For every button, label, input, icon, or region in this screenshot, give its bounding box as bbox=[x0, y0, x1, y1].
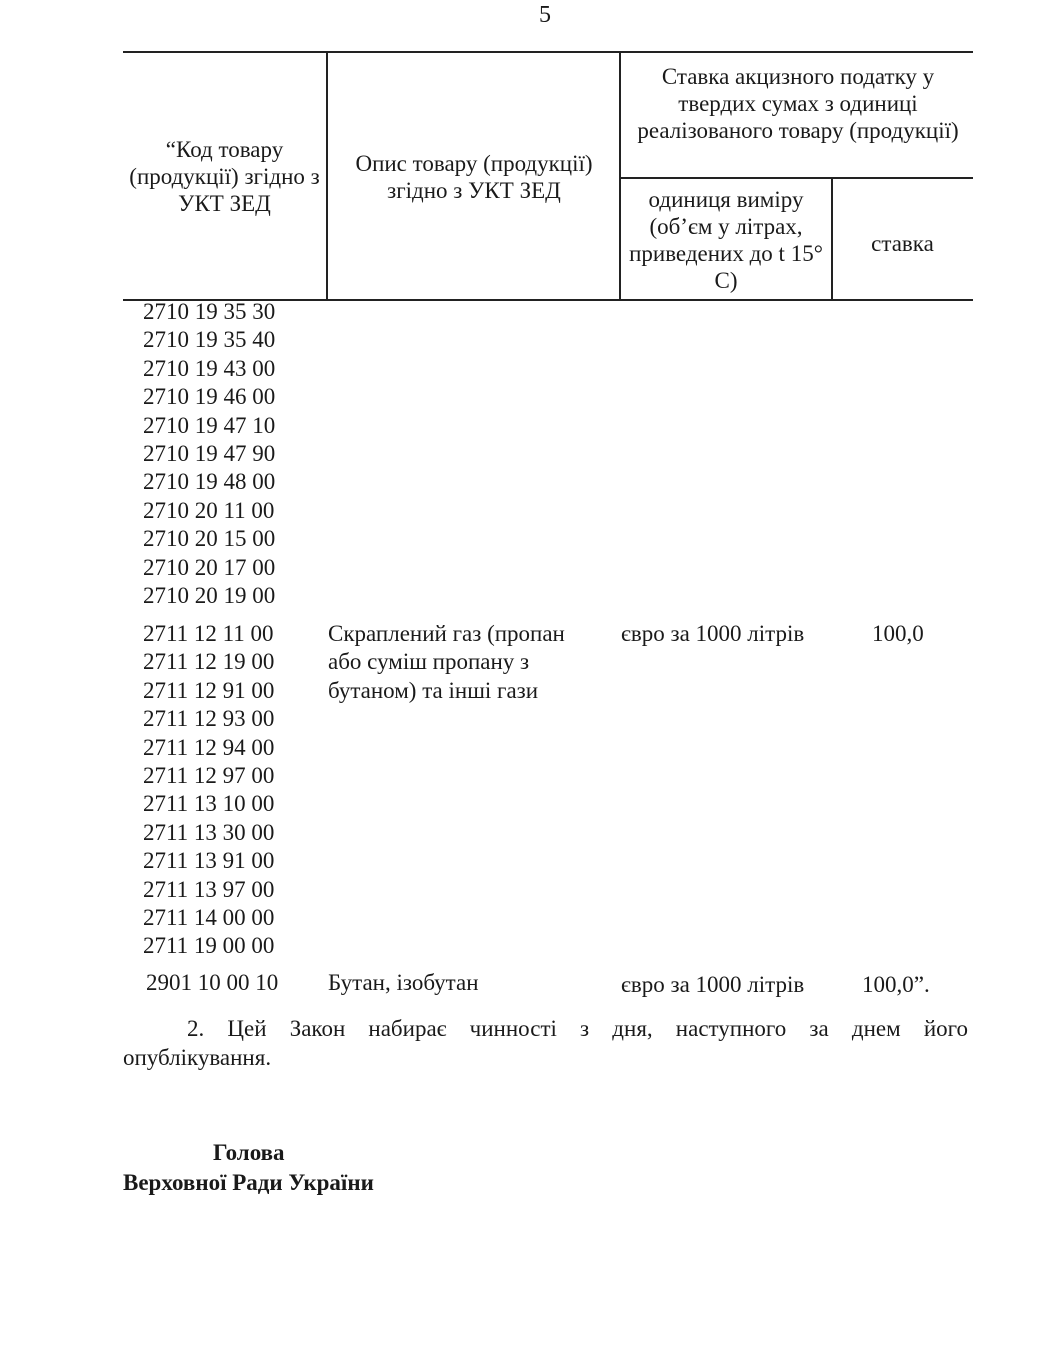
header-code: “Код товару (продукції) згідно з УКТ ЗЕД bbox=[129, 137, 320, 216]
code-cell: 2710 19 46 00 bbox=[143, 384, 276, 410]
row-codes bbox=[143, 969, 278, 997]
column-divider-unit bbox=[831, 178, 833, 301]
code-cell: 2710 19 48 00 bbox=[143, 469, 276, 495]
code-cell: 2711 12 93 00 bbox=[143, 706, 275, 732]
page-number: 5 bbox=[539, 2, 551, 28]
code-cell: 2710 20 11 00 bbox=[143, 497, 275, 523]
code-cell: 2711 13 97 00 bbox=[143, 876, 275, 902]
row-codes bbox=[143, 298, 275, 610]
column-divider-description bbox=[619, 51, 621, 301]
code-cell: 2710 20 15 00 bbox=[143, 526, 276, 552]
code-cell: 2710 19 35 30 bbox=[143, 299, 276, 324]
code-cell: 2711 13 30 00 bbox=[143, 819, 275, 845]
table-top-border bbox=[123, 51, 973, 53]
description-cell: Бутан, ізобутан bbox=[328, 970, 479, 995]
rate-cell: 100,0 bbox=[872, 621, 924, 646]
code-cell: 2711 14 00 00 bbox=[143, 905, 275, 931]
code-cell: 2710 19 47 10 bbox=[143, 412, 276, 438]
code-cell: 2711 12 91 00 bbox=[143, 677, 275, 703]
header-description: Опис товару (продукції) згідно з УКТ ЗЕД bbox=[355, 151, 593, 203]
code-cell: 2710 19 47 90 bbox=[143, 441, 276, 467]
unit-cell: євро за 1000 літрів bbox=[621, 621, 805, 646]
code-cell: 2711 12 97 00 bbox=[143, 763, 275, 789]
description-line: Скраплений газ (пропан bbox=[328, 621, 565, 646]
description-line: або суміш пропану з bbox=[328, 649, 530, 675]
code-cell: 2711 13 91 00 bbox=[143, 848, 275, 874]
code-cell: 2711 12 11 00 bbox=[143, 621, 274, 646]
description-line: бутаном) та інші гази bbox=[328, 677, 539, 703]
signature-title: Голова bbox=[213, 1140, 285, 1165]
code-cell: 2711 19 00 00 bbox=[143, 933, 275, 959]
header-rate: ставка bbox=[871, 231, 934, 256]
row-codes bbox=[143, 620, 274, 961]
column-divider-code bbox=[326, 51, 328, 301]
header-rate-group: Ставка акцизного податку у твердих сумах з одиниці реалізованого товару (продукції) bbox=[637, 64, 959, 143]
rate-cell: 100,0”. bbox=[862, 972, 930, 997]
signature-body: Верховної Ради України bbox=[123, 1170, 374, 1195]
paragraph-line: 2. Цей Закон набирає чинності з дня, наступного за днем його bbox=[187, 1016, 968, 1041]
code-cell: 2710 20 19 00 bbox=[143, 583, 276, 609]
unit-cell: євро за 1000 літрів bbox=[621, 972, 805, 997]
law-effective-paragraph bbox=[123, 1014, 968, 1072]
rate-group-divider bbox=[620, 177, 973, 179]
description-cell bbox=[328, 620, 565, 705]
code-cell: 2710 19 35 40 bbox=[143, 327, 276, 353]
code-cell: 2711 12 94 00 bbox=[143, 734, 275, 760]
paragraph-line: опублікування. bbox=[123, 1045, 272, 1070]
code-cell: 2711 12 19 00 bbox=[143, 649, 275, 675]
code-cell: 2710 20 17 00 bbox=[143, 554, 276, 580]
code-cell: 2710 19 43 00 bbox=[143, 355, 276, 381]
header-unit: одиниця виміру (об’єм у літрах, приведених до t 15° С) bbox=[629, 187, 823, 293]
code-cell: 2711 13 10 00 bbox=[143, 791, 275, 817]
code-cell: 2901 10 00 10 bbox=[146, 970, 279, 995]
